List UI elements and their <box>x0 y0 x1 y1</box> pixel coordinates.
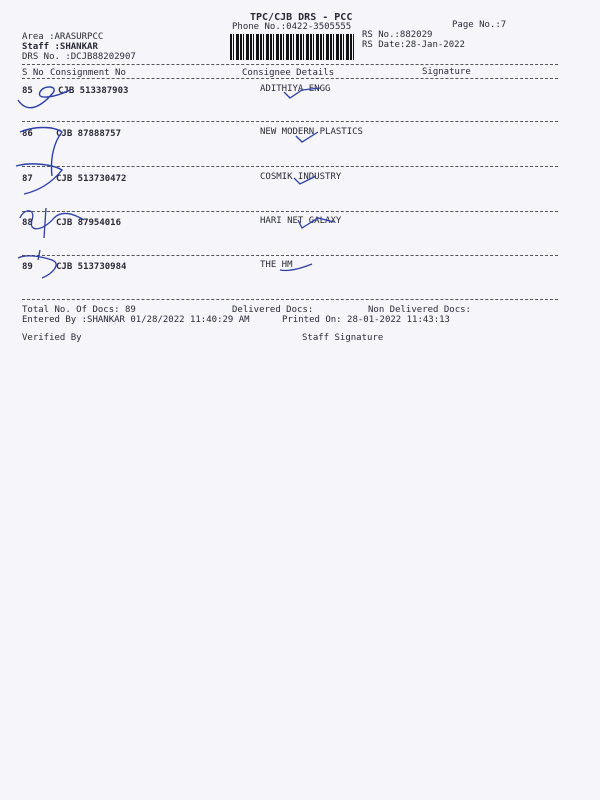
handwritten-signature <box>12 160 92 210</box>
total-docs: Total No. Of Docs: 89 <box>22 305 136 315</box>
verified-by: Verified By <box>22 333 82 343</box>
column-header-sno: S No <box>22 68 44 78</box>
row-consignment: CJB 513730984 <box>56 262 127 272</box>
row-consignee: COSMIK INDUSTRY <box>260 172 342 182</box>
row-sno: 86 <box>22 129 33 139</box>
divider <box>22 64 558 65</box>
row-sno: 88 <box>22 218 33 228</box>
row-consignee: THE HM <box>260 260 293 270</box>
divider <box>22 121 558 122</box>
rs-date: RS Date:28-Jan-2022 <box>362 40 465 50</box>
rs-number: RS No.:882029 <box>362 30 433 40</box>
row-consignment: CJB 87954016 <box>56 218 122 228</box>
divider <box>22 211 558 212</box>
row-consignment: CJB 513387903 <box>58 86 129 96</box>
divider <box>22 299 558 300</box>
handwritten-signature <box>12 248 92 288</box>
row-consignment: CJB 513730472 <box>56 174 127 184</box>
divider <box>22 166 558 167</box>
signature-tick <box>290 172 330 192</box>
signature-tick <box>276 258 326 278</box>
row-consignee: HARI NET GALAXY <box>260 216 342 226</box>
page-number: Page No.:7 <box>452 20 507 30</box>
column-header-signature: Signature <box>422 67 471 77</box>
entered-by: Entered By :SHANKAR 01/28/2022 11:40:29 AM <box>22 315 250 325</box>
row-sno: 89 <box>22 262 33 272</box>
report-title: TPC/CJB DRS - PCC <box>250 12 353 23</box>
handwritten-signature <box>14 204 94 244</box>
signature-tick <box>280 84 340 104</box>
row-consignee: NEW MODERN PLASTICS <box>260 127 363 137</box>
column-header-consignment: Consignment No <box>50 68 126 78</box>
row-consignee: ADITHIYA ENGG <box>260 84 331 94</box>
non-delivered-docs: Non Delivered Docs: <box>368 305 471 315</box>
delivered-docs: Delivered Docs: <box>232 305 314 315</box>
column-header-consignee: Consignee Details <box>242 68 335 78</box>
barcode <box>230 34 354 60</box>
area-label: Area :ARASURPCC <box>22 32 104 42</box>
divider <box>22 255 558 256</box>
staff-label: Staff :SHANKAR <box>22 42 98 52</box>
staff-signature: Staff Signature <box>302 333 384 343</box>
signature-tick <box>294 214 344 234</box>
drs-number: DRS No. :DCJB88202907 <box>22 52 136 62</box>
phone-number: Phone No.:0422-3505555 <box>232 22 352 32</box>
row-sno: 85 <box>22 86 33 96</box>
printed-on: Printed On: 28-01-2022 11:43:13 <box>282 315 450 325</box>
signature-tick <box>292 128 332 148</box>
handwritten-signature <box>14 78 104 118</box>
row-sno: 87 <box>22 174 33 184</box>
row-consignment: CJB 87888757 <box>56 129 122 139</box>
